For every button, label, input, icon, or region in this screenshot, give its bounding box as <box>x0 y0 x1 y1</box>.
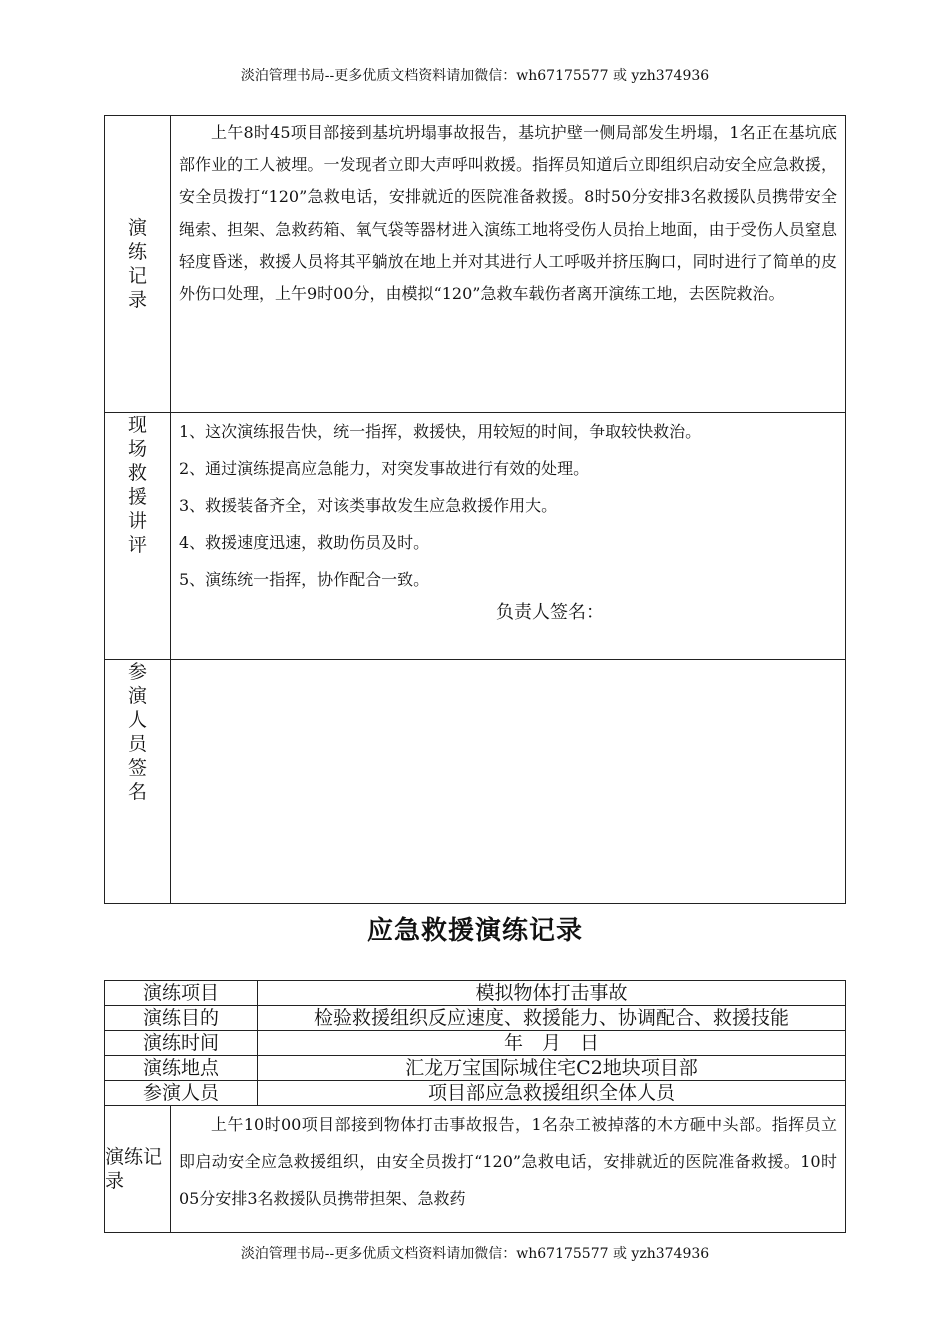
info-value: 项目部应急救援组织全体人员 <box>258 1081 846 1106</box>
info-key: 演练项目 <box>105 981 258 1006</box>
record-row-wrapper <box>105 1106 846 1233</box>
drill-record-table-continued <box>104 115 846 904</box>
info-key: 演练时间 <box>105 1031 258 1056</box>
record-text: 上午10时00项目部接到物体打击事故报告，1名杂工被掉落的木方砸中头部。指挥员立即启动安全应急救援组织，由安全员拨打“120”急救电话，安排就近的医院准备救援。10时05分安排3名救援队员携带担架、急救药 <box>179 1115 837 1208</box>
page-header: 淡泊管理书局--更多优质文档资料请加微信：wh67175577 或 yzh374936 <box>240 68 710 84</box>
review-content-cell <box>171 413 846 660</box>
info-key: 参演人员 <box>105 1081 258 1106</box>
review-label: 现场救援讲评 <box>127 414 147 556</box>
record-text: 上午8时45项目部接到基坑坍塌事故报告，基坑护壁一侧局部发生坍塌，1名正在基坑底部作业的工人被埋。一发现者立即大声呼叫救援。指挥员知道后立即组织启动安全应急救援，安全员拨打“120”急救电话，安排就近的医院准备救援。8时50分安排3名救援队员携带安全绳索、担架、急救药箱、氧气袋等器材进入演练工地将受伤人员抬上地面，由于受伤人员窒息轻度昏迷，救援人员将其平躺放在地上并对其进行人工呼吸并挤压胸口，同时进行了简单的皮外伤口处理，上午9时00分，由模拟“120”急救车载伤者离开演练工地，去医院救治。 <box>179 123 837 304</box>
info-value: 模拟物体打击事故 <box>258 981 846 1006</box>
record-row-box <box>105 1106 845 1232</box>
review-label-cell <box>105 413 171 660</box>
record-label-box <box>105 1106 171 1232</box>
review-item: 4、救援速度迅速，救助伤员及时。 <box>179 533 430 552</box>
record-content-box <box>171 1106 845 1232</box>
participants-signature-area <box>171 660 846 904</box>
info-value: 检验救援组织反应速度、救援能力、协调配合、救援技能 <box>258 1006 846 1031</box>
review-item: 2、通过演练提高应急能力，对突发事故进行有效的处理。 <box>179 459 590 478</box>
participants-label-cell <box>105 660 171 904</box>
record-label-cell <box>105 116 171 413</box>
info-key: 演练目的 <box>105 1006 258 1031</box>
page-title: 应急救援演练记录 <box>366 916 583 946</box>
record-label: 演练记录 <box>105 1146 163 1192</box>
review-list <box>171 413 845 598</box>
record-content-cell <box>171 116 846 413</box>
info-key: 演练地点 <box>105 1056 258 1081</box>
participants-label: 参演人员签名 <box>127 661 147 803</box>
review-item: 1、这次演练报告快，统一指挥，救援快，用较短的时间，争取较快救治。 <box>179 422 702 441</box>
review-item: 3、救援装备齐全，对该类事故发生应急救援作用大。 <box>179 496 558 515</box>
info-value: 汇龙万宝国际城住宅C2地块项目部 <box>258 1056 846 1081</box>
info-value: 年 月 日 <box>258 1031 846 1056</box>
record-label: 演练记录 <box>127 217 147 311</box>
review-item: 5、演练统一指挥，协作配合一致。 <box>179 570 430 589</box>
signature-label: 负责人签名： <box>496 602 604 623</box>
page-footer: 淡泊管理书局--更多优质文档资料请加微信：wh67175577 或 yzh374936 <box>240 1246 710 1262</box>
drill-info-table <box>104 980 846 1233</box>
